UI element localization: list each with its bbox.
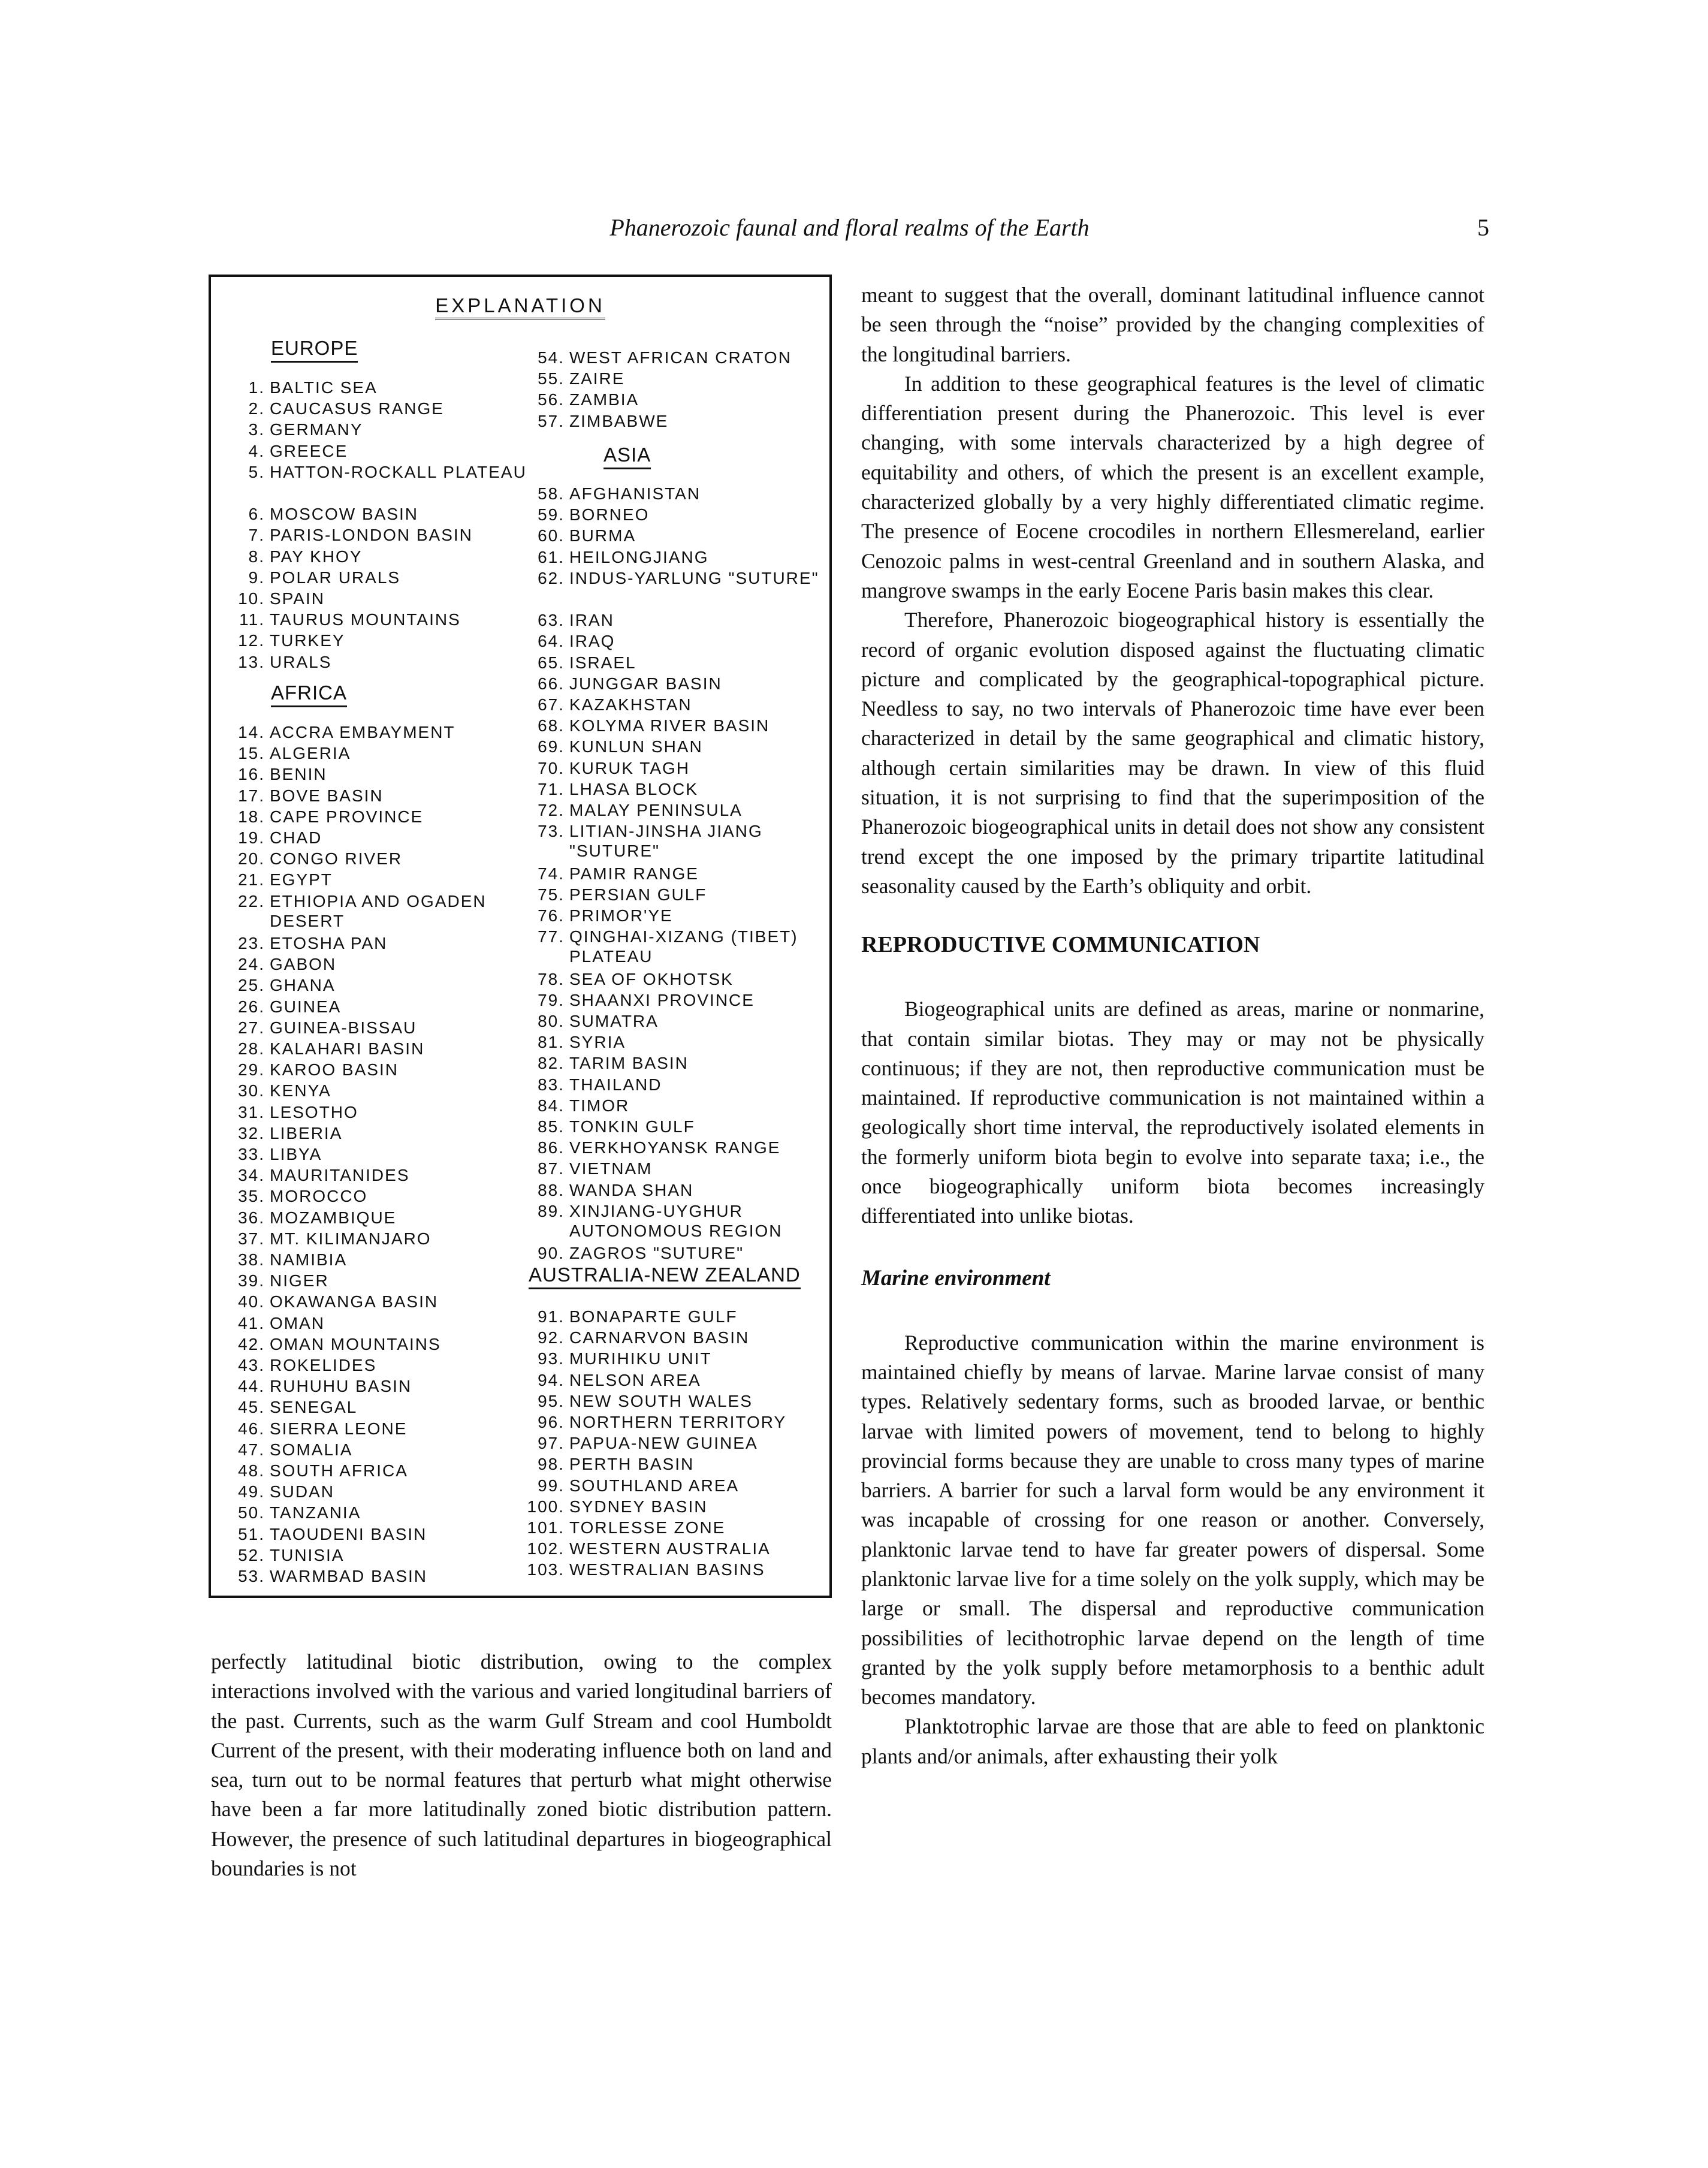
legend-entry: 103. WESTRALIAN BASINS — [527, 1560, 765, 1579]
legend-entry: 28. KALAHARI BASIN — [238, 1039, 425, 1058]
legend-entry: 75. PERSIAN GULF — [538, 885, 707, 904]
legend-entry: 4. GREECE — [248, 441, 348, 460]
legend-entry: 46. SIERRA LEONE — [238, 1419, 408, 1438]
paragraph: Therefore, Phanerozoic biogeographical history is essentially the record of organic evolution disposed against the fluctuating climatic picture and complicated by the geographical-topographical picture. Needless to say, no two intervals of Phanerozoic time have ever been characterized in detail by the same geographical and climatic history, although certain similarities may be drawn. In view of this fluid situation, it is not surprising to find that the superimposition of the Phanerozoic biogeographical units in detail does not show any consistent trend except the one imposed by the primary tripartite latitudinal seasonality caused by the Earth’s obliquity and orbit. — [861, 608, 1484, 898]
legend-entry: 27. GUINEA-BISSAU — [238, 1018, 417, 1037]
legend-entry: 80. SUMATRA — [538, 1012, 659, 1030]
legend-entry: 64. IRAQ — [538, 632, 615, 651]
legend-entry: 16. BENIN — [238, 765, 327, 784]
legend-entry: 97. PAPUA-NEW GUINEA — [538, 1434, 758, 1453]
legend-entry: 5. HATTON-ROCKALL PLATEAU — [248, 462, 527, 481]
legend-entry: 47. SOMALIA — [238, 1440, 353, 1459]
section-heading: REPRODUCTIVE COMMUNICATION — [861, 932, 1260, 958]
legend-entry: 95. NEW SOUTH WALES — [538, 1391, 753, 1410]
right-text-column — [861, 281, 1484, 1771]
legend-entry: 69. KUNLUN SHAN — [538, 737, 703, 756]
legend-entry: 22. ETHIOPIA AND OGADEN DESERT — [238, 891, 487, 930]
legend-entry: 38. NAMIBIA — [238, 1250, 348, 1269]
paragraph: Reproductive communication within the marine environment is maintained chiefly by means of larvae. Marine larvae consist of many types. Relatively sedentary forms, such as brooded larvae, or benthic larvae with limited powers of movement, tend to belong to highly provincial forms because they are unable to cross many types of marine barriers. A barrier for such a larval form would be any environment it was incapable of crossing for one reason or another. Conversely, planktonic larvae tend to have far greater powers of dispersal. Some planktonic larvae live for a time solely on the yolk supply, which may be large or small. The dispersal and reproductive communication possibilities of lecithotrophic larvae depend on the length of time granted by the yolk supply before metamorphosis to a benthic adult becomes mandatory. — [861, 1330, 1484, 1709]
legend-entry: 77. QINGHAI-XIZANG (TIBET) PLATEAU — [538, 927, 798, 966]
legend-entry: 84. TIMOR — [538, 1096, 630, 1115]
explanation-box — [209, 275, 832, 1598]
legend-entry: 41. OMAN — [238, 1313, 325, 1332]
legend-entry: 61. HEILONGJIANG — [538, 547, 709, 566]
legend-entry: 52. TUNISIA — [238, 1545, 345, 1564]
legend-entry: 74. PAMIR RANGE — [538, 864, 699, 883]
legend-entry: 34. MAURITANIDES — [238, 1166, 410, 1185]
legend-entry: 85. TONKIN GULF — [538, 1117, 695, 1136]
legend-entry: 50. TANZANIA — [238, 1503, 361, 1522]
paragraph: meant to suggest that the overall, dominant latitudinal influence cannot be seen through the “noise” provided by the changing complexities of the longitudinal barriers. — [861, 283, 1484, 366]
legend-entry: 71. LHASA BLOCK — [538, 779, 698, 798]
legend-entry: 31. LESOTHO — [238, 1102, 358, 1121]
legend-entry: 66. JUNGGAR BASIN — [538, 674, 722, 693]
legend-entry: 29. KAROO BASIN — [238, 1060, 399, 1080]
legend-entry: 67. KAZAKHSTAN — [538, 695, 692, 714]
legend-entry: 78. SEA OF OKHOTSK — [538, 969, 734, 988]
legend-entry: 100. SYDNEY BASIN — [527, 1497, 708, 1516]
legend-entry: 2. CAUCASUS RANGE — [248, 399, 444, 418]
legend-entry: 40. OKAWANGA BASIN — [238, 1292, 439, 1311]
legend-entry: 11. TAURUS MOUNTAINS — [239, 610, 461, 629]
legend-entry: 81. SYRIA — [538, 1033, 626, 1052]
legend-entry: 25. GHANA — [238, 976, 336, 995]
legend-entry: 76. PRIMOR'YE — [538, 906, 673, 925]
legend-entry: 23. ETOSHA PAN — [238, 934, 388, 952]
legend-entry: 20. CONGO RIVER — [238, 849, 403, 869]
legend-entry: 92. CARNARVON BASIN — [538, 1328, 750, 1347]
legend-entry: 89. XINJIANG-UYGHUR AUTONOMOUS REGION — [538, 1201, 783, 1240]
legend-entry: 32. LIBERIA — [238, 1123, 343, 1142]
legend-entry: 44. RUHUHU BASIN — [238, 1377, 412, 1396]
legend-entry: 59. BORNEO — [538, 505, 650, 524]
legend-entry: 53. WARMBAD BASIN — [238, 1567, 427, 1585]
legend-entry: 10. SPAIN — [238, 589, 325, 608]
legend-entry: 94. NELSON AREA — [538, 1370, 701, 1389]
paragraph: Biogeographical units are defined as areas, marine or nonmarine, that contain similar biotas. They may or may not be physically continuous; if they are not, then reproductive communication must be maintained. If reproductive communication is not maintained within a geologically short time interval, the reproductively isolated elements in the formerly uniform biota begin to evolve into separate taxa; i.e., the once biogeographically uniform biota becomes increasingly differentiated into unlike biotas. — [861, 997, 1484, 1228]
legend-entry: 70. KURUK TAGH — [538, 758, 690, 777]
legend-entry: 79. SHAANXI PROVINCE — [538, 990, 755, 1009]
legend-entry: 63. IRAN — [538, 611, 614, 630]
legend-entry: 14. ACCRA EMBAYMENT — [238, 723, 455, 741]
legend-entry: 15. ALGERIA — [238, 744, 351, 763]
legend-entry: 102. WESTERN AUSTRALIA — [527, 1539, 771, 1558]
legend-entry: 96. NORTHERN TERRITORY — [538, 1413, 787, 1431]
legend-entry: 8. PAY KHOY — [248, 547, 363, 566]
legend-entry: 82. TARIM BASIN — [538, 1054, 689, 1073]
legend-entry: 83. THAILAND — [538, 1075, 662, 1094]
legend-entry: 99. SOUTHLAND AREA — [538, 1476, 740, 1495]
legend-entry: 51. TAOUDENI BASIN — [238, 1524, 427, 1543]
legend-entry: 42. OMAN MOUNTAINS — [238, 1334, 441, 1353]
legend-entry: 86. VERKHOYANSK RANGE — [538, 1138, 781, 1157]
legend-entry: 26. GUINEA — [238, 997, 342, 1016]
legend-entry: 36. MOZAMBIQUE — [238, 1208, 397, 1227]
legend-entry: 90. ZAGROS "SUTURE" — [538, 1244, 744, 1263]
legend-entry: 9. POLAR URALS — [248, 568, 401, 587]
legend-entry: 49. SUDAN — [238, 1482, 335, 1501]
legend-entry: 33. LIBYA — [238, 1145, 322, 1163]
legend-entry: 21. EGYPT — [238, 870, 333, 889]
legend-heading-africa: AFRICA — [271, 682, 347, 704]
paragraph: Planktotrophic larvae are those that are able to feed on planktonic plants and/or animals, after exhausting their yolk — [861, 1714, 1484, 1768]
legend-heading-europe: EUROPE — [271, 337, 358, 360]
explanation-title: EXPLANATION — [211, 294, 829, 318]
legend-entry: 37. MT. KILIMANJARO — [238, 1229, 431, 1248]
legend-entry: 24. GABON — [238, 955, 337, 974]
legend-entry: 57. ZIMBABWE — [538, 411, 669, 430]
legend-heading-asia: ASIA — [603, 444, 651, 466]
legend-entry: 48. SOUTH AFRICA — [238, 1461, 408, 1480]
legend-entry: 13. URALS — [238, 652, 332, 671]
legend-entry: 35. MOROCCO — [238, 1187, 368, 1206]
legend-entry: 43. ROKELIDES — [238, 1356, 377, 1374]
legend-entry: 17. BOVE BASIN — [238, 786, 384, 805]
legend-entry: 98. PERTH BASIN — [538, 1455, 695, 1474]
legend-entry: 7. PARIS-LONDON BASIN — [248, 526, 473, 545]
legend-entry: 19. CHAD — [238, 828, 322, 847]
running-head — [210, 210, 1489, 246]
legend-entry: 30. KENYA — [238, 1081, 331, 1100]
legend-entry: 60. BURMA — [538, 526, 636, 545]
legend-entry: 1. BALTIC SEA — [248, 378, 378, 397]
paragraph: perfectly latitudinal biotic distribution, owing to the complex interactions involved with the various and varied longitudinal barriers of the past. Currents, such as the warm Gulf Stream and cool Humboldt Current of the present, with their moderating influence both on land and sea, turn out to be normal features that perturb what might otherwise have been a far more latitudinally zoned biotic distribution pattern. However, the presence of such latitudinal departures in biogeographical boundaries is not — [211, 1650, 832, 1881]
legend-entry: 101. TORLESSE ZONE — [527, 1518, 726, 1537]
legend-entry: 39. NIGER — [238, 1271, 329, 1290]
legend-entry: 87. VIETNAM — [538, 1159, 653, 1178]
legend-heading-australia: AUSTRALIA-NEW ZEALAND — [529, 1264, 801, 1286]
legend-entry: 18. CAPE PROVINCE — [238, 807, 424, 826]
legend-entry: 93. MURIHIKU UNIT — [538, 1349, 712, 1368]
paragraph: In addition to these geographical features is the level of climatic differentiation present during the Phanerozoic. This level is ever changing, with some intervals characterized by a high degree of equitability and others, of which the present is an excellent example, characterized globally by a very highly differentiated climatic regime. The presence of Eocene crocodiles in northern Ellesmereland, earlier Cenozoic palms in west-central Greenland and in southern Alaska, and mangrove swamps in the early Eocene Paris basin makes this clear. — [861, 371, 1484, 602]
legend-entry: 12. TURKEY — [238, 631, 345, 650]
legend-entry: 54. WEST AFRICAN CRATON — [538, 348, 792, 367]
legend-entry: 58. AFGHANISTAN — [538, 484, 701, 503]
legend-entry: 55. ZAIRE — [538, 369, 625, 388]
legend-entry: 72. MALAY PENINSULA — [538, 801, 743, 819]
legend-entry: 6. MOSCOW BASIN — [248, 505, 419, 524]
legend-entry: 88. WANDA SHAN — [538, 1180, 694, 1199]
legend-entry: 65. ISRAEL — [538, 653, 636, 672]
left-text-column — [211, 1647, 832, 1883]
subsection-heading: Marine environment — [861, 1265, 1051, 1290]
legend-entry: 62. INDUS-YARLUNG "SUTURE" — [538, 568, 819, 587]
legend-entry: 45. SENEGAL — [238, 1398, 358, 1417]
legend-entry: 91. BONAPARTE GULF — [538, 1307, 738, 1326]
legend-entry: 56. ZAMBIA — [538, 390, 639, 409]
page-number: 5 — [1477, 214, 1489, 241]
legend-entry: 3. GERMANY — [248, 420, 363, 439]
legend-entry: 68. KOLYMA RIVER BASIN — [538, 716, 770, 735]
running-title: Phanerozoic faunal and floral realms of the Earth — [609, 214, 1090, 241]
legend-entry: 73. LITIAN-JINSHA JIANG "SUTURE" — [538, 822, 763, 861]
